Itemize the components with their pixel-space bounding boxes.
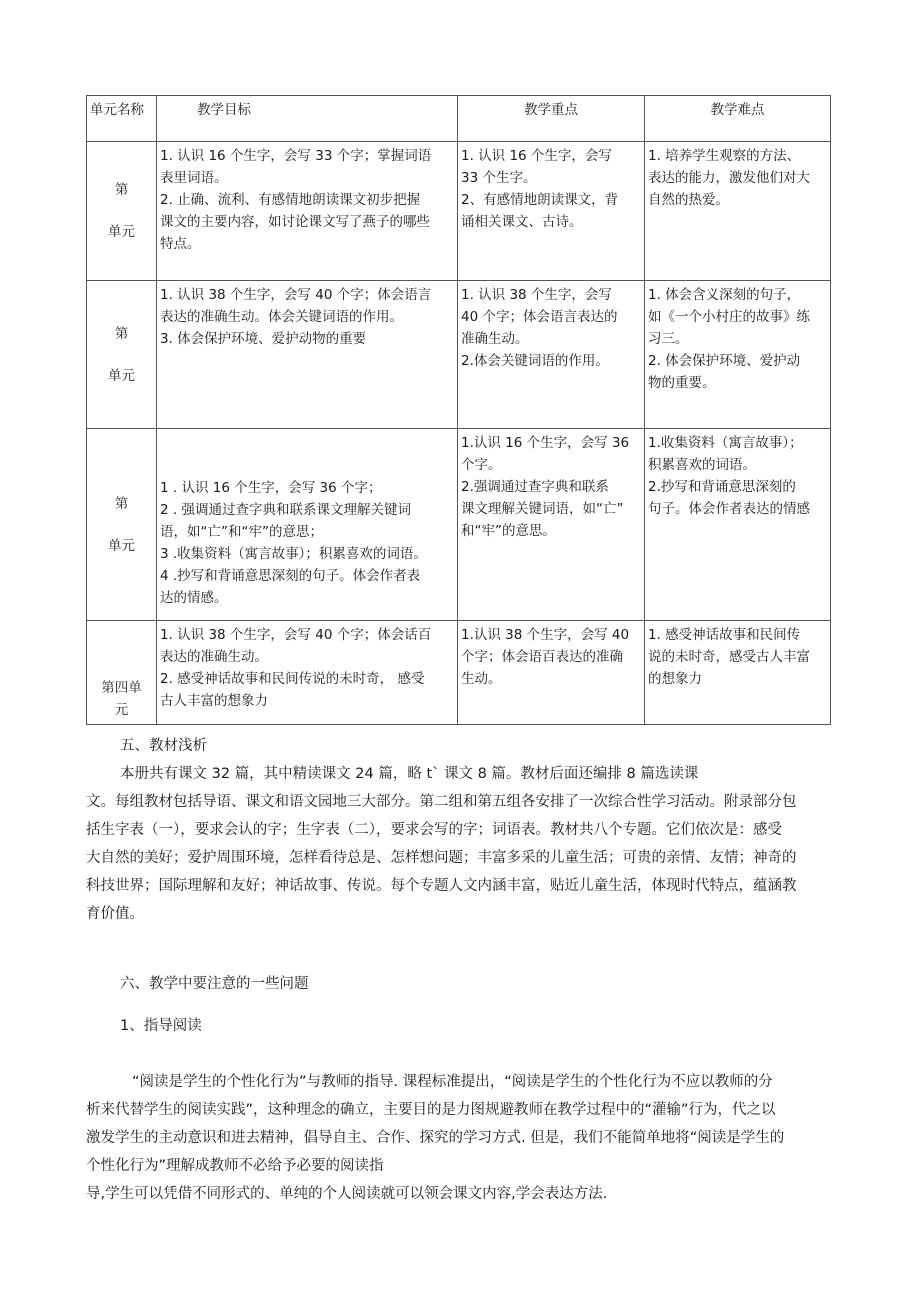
unit-name-cell: 第 单元 [87,281,157,429]
goal-cell: 1. 认识 16 个生字，会写 33 个字；掌握词语 表里词语。 2. 止确、流利、有感情地朗读课文初步把握 课文的主要内容，如讨论课文写了燕子的哪些 特点。 [157,142,458,281]
goal-cell: 1. 认识 38 个生字，会写 40 个字；体会话百 表达的准确生动。 2. 感受神话故事和民间传说的未时奇， 感受 古人丰富的想象力 [157,621,458,725]
goal-cell: 1 . 认识 16 个生字，会写 36 个字； 2 . 强调通过查字典和联系课文理解关键词 语，如“亡”和“牢”的意思； 3 .收集资料（寓言故事）；积累喜欢的词语。 4 .抄写和背诵意思深刻的句子。体会作者表 达的情感。 [157,429,458,621]
table-row [87,621,831,725]
focus-cell: 1.认识 16 个生字，会写 36 个字。 2.强调通过查字典和联系 课文理解关键词语，如“亡” 和“牢”的意思。 [458,429,645,621]
focus-cell: 1. 认识 38 个生字，会写 40 个字；体会语言表达的 准确生动。 2.体会关键词语的作用。 [458,281,645,429]
table-header-row [87,96,831,142]
unit-name-cell: 第四单 元 [87,621,157,725]
section-5 [86,732,846,928]
header-unit-name: 单元名称 [87,96,157,142]
unit-name-cell: 第 单元 [87,142,157,281]
header-focus: 教学重点 [458,96,645,142]
header-difficulty: 教学难点 [645,96,831,142]
difficulty-cell: 1. 体会含义深刻的句子， 如《一个小村庄的故事》练 习三。 2. 体会保护环境、爱护动 物的重要。 [645,281,831,429]
difficulty-cell: 1.收集资料（寓言故事）； 积累喜欢的词语。 2.抄写和背诵意思深刻的 句子。体会作者表达的情感 [645,429,831,621]
table-row [87,142,831,281]
difficulty-cell: 1. 培养学生观察的方法、 表达的能力，激发他们对大 自然的热爱。 [645,142,831,281]
section-5-heading: 五、教材浅析 [120,738,207,754]
section-5-paragraph: 本册共有课文 32 篇，其中精读课文 24 篇，略 t` 课文 8 篇。教材后面还编排 8 篇选读课 文。每组教材包括导语、课文和语文园地三大部分。第二组和第五组各安排了一次综合性学习活动。附录部分包 括生字表（一），要求会认的字；生字表（二），要求会写的字；词语表。教材共八个专题。它们依次是：感受 大自然的美好；爱护周围环境，怎样看待总是、怎样想问题；丰富多采的儿童生活；可贵的亲情、友情；神奇的 科技世界；国际理解和友好；神话故事、传说。每个专题人文内涵丰富，贴近儿童生活，体现时代特点，蕴涵教 育价值。 [86,766,797,922]
section-6-subheading: 1、指导阅读 [120,1018,202,1034]
focus-cell: 1.认识 38 个生字，会写 40 个字；体会语百表达的准确 生动。 [458,621,645,725]
teaching-plan-table [86,95,831,725]
table-row [87,429,831,621]
focus-cell: 1. 认识 16 个生字，会写 33 个生字。 2、有感情地朗读课文，背 诵相关课文、古诗。 [458,142,645,281]
table-row [87,281,831,429]
difficulty-cell: 1. 感受神话故事和民间传 说的未时奇，感受古人丰富 的想象力 [645,621,831,725]
section-6-paragraph: “阅读是学生的个性化行为”与教师的指导. 课程标准提出，“阅读是学生的个性化行为不应以教师的分 析来代替学生的阅读实践”，这种理念的确立，主要目的是力图规避教师在教学过程中的“灌输”行为，代之以 激发学生的主动意识和进去精神，倡导自主、合作、探究的学习方式. 但是，我们不能简单地将“阅读是学生的 个性化行为”理解成教师不必给予必要的阅读指 导,学生可以凭借不同形式的、单纯的个人阅读就可以领会课文内容,学会表达方法. [86,1074,785,1202]
unit-name-cell: 第 单元 [87,429,157,621]
section-6-heading: 六、教学中要注意的一些问题 [120,976,309,992]
section-6 [86,970,846,1208]
goal-cell: 1. 认识 38 个生字，会写 40 个字；体会语言 表达的准确生动。体会关键词语的作用。 3. 体会保护环境、爱护动物的重要 [157,281,458,429]
header-goal: 教学目标 [157,96,458,142]
